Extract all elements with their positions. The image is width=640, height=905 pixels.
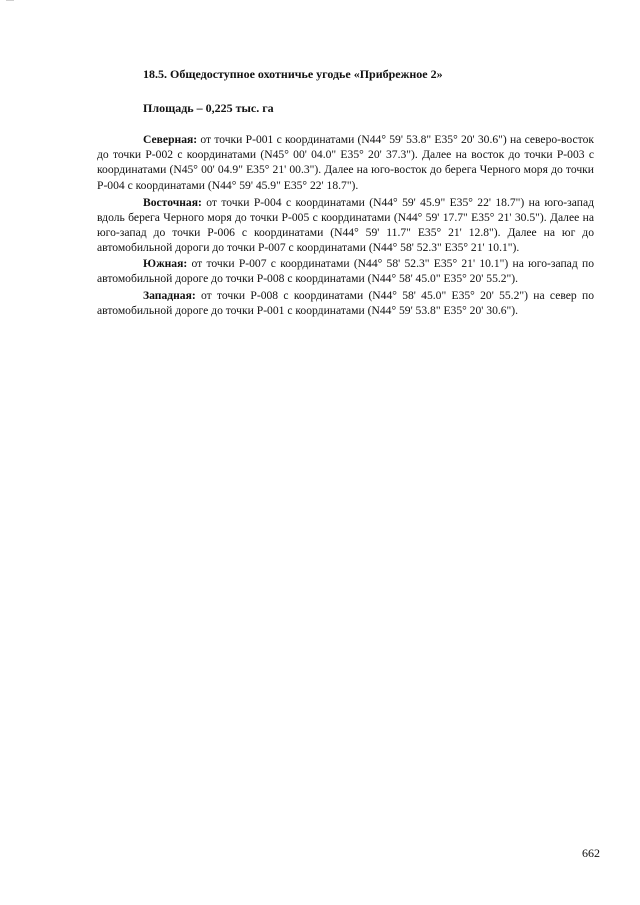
boundary-east-label: Восточная: bbox=[143, 195, 202, 209]
section-heading: 18.5. Общедоступное охотничье угодье «Прибрежное 2» bbox=[143, 67, 443, 81]
document-content bbox=[97, 66, 594, 318]
boundary-south-text: от точки Р-007 с координатами (N44° 58' 52.3" E35° 21' 10.1") на юго-запад по автомобильной дороге до точки Р-008 с координатами (N44° 58' 45.0" E35° 20' 55.2"). bbox=[97, 256, 594, 285]
scan-corner-mark bbox=[6, 0, 14, 4]
boundary-north-label: Северная: bbox=[143, 133, 198, 146]
boundary-north-text: от точки Р-001 с координатами (N44° 59' 53.8" E35° 20' 30.6") на северо-восток до точки Р-002 с координатами (N45° 00' 04.0" E35° 20' 37.3"). Далее на восток до точки Р-003 с координатами (N45° 00' 04.9" E35° 21' 00.3"). Далее на юго-восток до берега Черного моря до точки Р-004 с координатами (N44° 59' 45.9" E35° 22' 18.7"). bbox=[97, 133, 594, 192]
boundary-west-text: от точки Р-008 с координатами (N44° 58' 45.0" E35° 20' 55.2") на север по автомобильной дороге до точки Р-001 с координатами (N44° 59' 53.8" E35° 20' 30.6"). bbox=[97, 289, 594, 318]
page-number: 662 bbox=[582, 846, 600, 860]
boundary-north bbox=[97, 132, 594, 193]
boundary-east bbox=[97, 195, 594, 256]
boundary-west bbox=[97, 288, 594, 318]
area-line: Площадь – 0,225 тыс. га bbox=[143, 101, 274, 115]
boundary-south-label: Южная: bbox=[143, 256, 188, 270]
boundary-east-text: от точки Р-004 с координатами (N44° 59' 45.9" E35° 22' 18.7") на юго-запад вдоль берега Черного моря до точки Р-005 с координатами (N44° 59' 17.7" E35° 21' 30.5"). Далее на юго-запад до точки Р-006 с координатами (N44° 59' 11.7" E35° 21' 12.8"). Далее на юг до автомобильной дороги до точки Р-007 с координатами (N44° 58' 52.3" E35° 21' 10.1"). bbox=[97, 195, 594, 255]
boundary-south bbox=[97, 256, 594, 286]
boundary-west-label: Западная: bbox=[143, 289, 196, 303]
